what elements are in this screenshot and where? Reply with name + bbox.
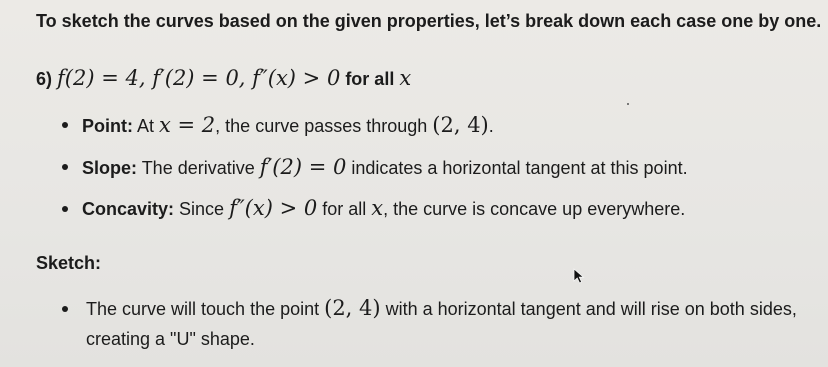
intro-text: To sketch the curves based on the given properties, let’s break down each case one by one. xyxy=(36,11,822,31)
problem-heading xyxy=(36,67,411,90)
bullet-dot xyxy=(62,164,68,170)
problem-variable: x xyxy=(399,66,412,90)
bullet-point-math1: x = 2 xyxy=(159,113,216,137)
page-speck xyxy=(627,103,629,105)
bullet-slope-post: indicates a horizontal tangent at this point. xyxy=(346,158,688,178)
sketch-bullet-line2: creating a "U" shape. xyxy=(86,329,255,349)
bullet-concavity-math1: f″(x) > 0 xyxy=(229,196,318,220)
problem-conditions: f(2) = 4, f′(2) = 0, f″(x) > 0 xyxy=(57,66,341,90)
sketch-bullet-math: (2, 4) xyxy=(324,296,381,320)
bullet-concavity-mid: for all xyxy=(317,199,372,219)
bullet-dot xyxy=(62,206,68,212)
mouse-cursor-icon xyxy=(573,268,587,284)
problem-number: 6) xyxy=(36,69,53,89)
bullet-dot xyxy=(62,122,68,128)
bullet-point-math2: (2, 4) xyxy=(432,113,489,137)
problem-suffix: for all xyxy=(340,69,400,89)
bullet-concavity-math2: x xyxy=(371,196,384,220)
bullet-slope-label: Slope: xyxy=(82,158,138,178)
bullet-point xyxy=(82,114,494,137)
sketch-bullet-pre: The curve will touch the point xyxy=(86,299,325,319)
bullet-point-mid: , the curve passes through xyxy=(215,116,433,136)
bullet-concavity-label: Concavity: xyxy=(82,199,175,219)
bullet-concavity xyxy=(82,197,685,220)
bullet-slope xyxy=(82,156,688,179)
bullet-point-post: . xyxy=(488,116,494,136)
bullet-slope-pre: The derivative xyxy=(137,158,260,178)
sketch-bullet-line1 xyxy=(86,297,797,320)
bullet-concavity-post: , the curve is concave up everywhere. xyxy=(383,199,686,219)
bullet-point-pre: At xyxy=(133,116,160,136)
sketch-heading: Sketch: xyxy=(36,253,102,273)
bullet-dot xyxy=(62,306,68,312)
bullet-slope-math: f′(2) = 0 xyxy=(259,155,347,179)
bullet-concavity-pre: Since xyxy=(174,199,230,219)
bullet-point-label: Point: xyxy=(82,116,133,136)
sketch-bullet-post: with a horizontal tangent and will rise on both sides, xyxy=(380,299,797,319)
